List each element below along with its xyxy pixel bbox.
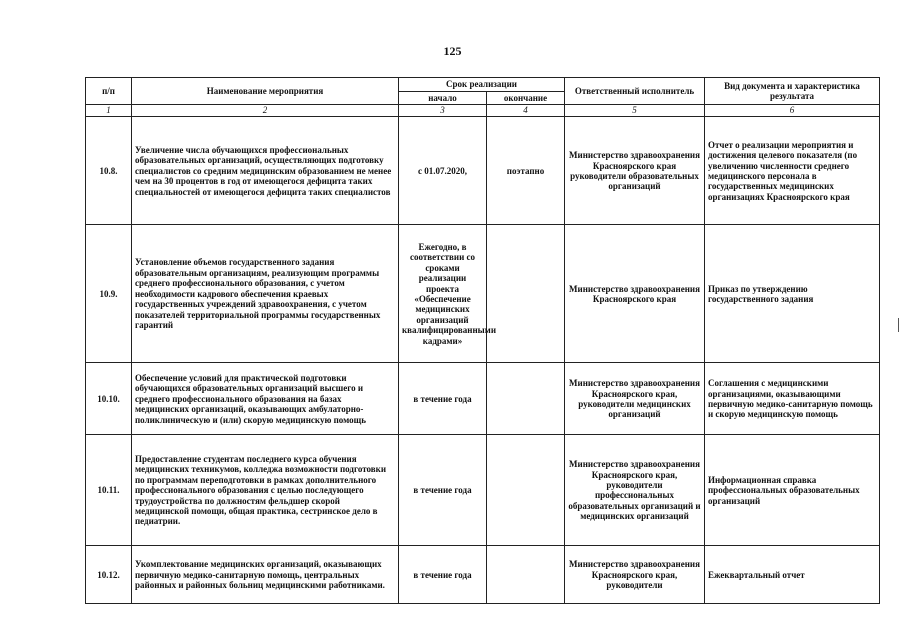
col-number: 3 xyxy=(399,105,487,117)
row-end xyxy=(487,435,565,546)
row-responsible: Министерство здравоохранения Красноярского края, руководители профессиональных образовательных организаций и медицинских организаций xyxy=(565,435,705,546)
row-document: Информационная справка профессиональных образовательных организаций xyxy=(705,435,880,546)
row-end xyxy=(487,225,565,363)
row-num: 10.12. xyxy=(86,546,132,604)
header-document: Вид документа и характеристика результата xyxy=(705,78,880,105)
row-name: Укомплектование медицинских организаций, оказывающих первичную медико-санитарную помощь, центральных районных и районных больниц медицинскими работниками. xyxy=(132,546,399,604)
row-name: Предоставление студентам последнего курса обучения медицинских техникумов, колледжа возможности подготовки по программам переподготовки в рамках дополнительного профессионального образования с целью последующего трудоустройства по должностям фельдшер скорой медицинской помощи, общая практика, сестринское дело в педиатрии. xyxy=(132,435,399,546)
row-name: Обеспечение условий для практической подготовки обучающихся образовательных организаций высшего и среднего профессионального образования на базах медицинских организаций, оказывающих амбулаторно-поликлиническую и (или) скорую медицинскую помощь xyxy=(132,363,399,435)
table-row xyxy=(86,435,880,546)
table-row xyxy=(86,225,880,363)
row-name: Увеличение числа обучающихся профессиональных образовательных организаций, осуществляющих подготовку специалистов со средним медицинским образованием не менее чем на 30 процентов в год от имеющегося дефицита таких специальностей от имеющегося дефицита таких специалистов xyxy=(132,117,399,225)
row-start: в течение года xyxy=(399,546,487,604)
row-responsible: Министерство здравоохранения Красноярского края руководители образовательных организаций xyxy=(565,117,705,225)
row-start: Ежегодно, в соответствии со сроками реализации проекта «Обеспечение медицинских организаций квалифицированными кадрами» xyxy=(399,225,487,363)
row-document: Ежеквартальный отчет xyxy=(705,546,880,604)
row-start: с 01.07.2020, xyxy=(399,117,487,225)
row-document: Отчет о реализации мероприятия и достижения целевого показателя (по увеличению численности среднего медицинского персонала в государственных медицинских организациях Красноярского края xyxy=(705,117,880,225)
row-end xyxy=(487,546,565,604)
row-document: Соглашения с медицинскими организациями, оказывающими первичную медико-санитарную помощь и скорую медицинскую помощь xyxy=(705,363,880,435)
row-num: 10.10. xyxy=(86,363,132,435)
header-end: окончание xyxy=(487,92,565,105)
header-name: Наименование мероприятия xyxy=(132,78,399,105)
row-end xyxy=(487,363,565,435)
table-row xyxy=(86,363,880,435)
row-responsible: Министерство здравоохранения Красноярского края, руководители медицинских организаций xyxy=(565,363,705,435)
header-row xyxy=(86,78,880,92)
header-period: Срок реализации xyxy=(399,78,565,92)
col-number: 4 xyxy=(487,105,565,117)
row-responsible: Министерство здравоохранения Красноярского края, руководители xyxy=(565,546,705,604)
header-responsible: Ответственный исполнитель xyxy=(565,78,705,105)
col-number: 5 xyxy=(565,105,705,117)
column-numbers-row xyxy=(86,105,880,117)
measures-table xyxy=(85,77,880,604)
col-number: 6 xyxy=(705,105,880,117)
page-number: 125 xyxy=(443,44,462,58)
table-row xyxy=(86,546,880,604)
row-num: 10.9. xyxy=(86,225,132,363)
row-document: Приказ по утверждению государственного задания xyxy=(705,225,880,363)
row-name: Установление объемов государственного задания образовательным организациям, реализующим программы среднего профессионального образования, с учетом необходимости кадрового обеспечения краевых государственных учреждений здравоохранения, с учетом показателей территориальной программы государственных гарантий xyxy=(132,225,399,363)
row-num: 10.8. xyxy=(86,117,132,225)
table-row xyxy=(86,117,880,225)
header-start: начало xyxy=(399,92,487,105)
row-num: 10.11. xyxy=(86,435,132,546)
row-start: в течение года xyxy=(399,363,487,435)
header-num: п/п xyxy=(86,78,132,105)
scan-margin-mark xyxy=(898,318,899,332)
col-number: 2 xyxy=(132,105,399,117)
row-start: в течение года xyxy=(399,435,487,546)
row-end: поэтапно xyxy=(487,117,565,225)
row-responsible: Министерство здравоохранения Красноярского края xyxy=(565,225,705,363)
col-number: 1 xyxy=(86,105,132,117)
